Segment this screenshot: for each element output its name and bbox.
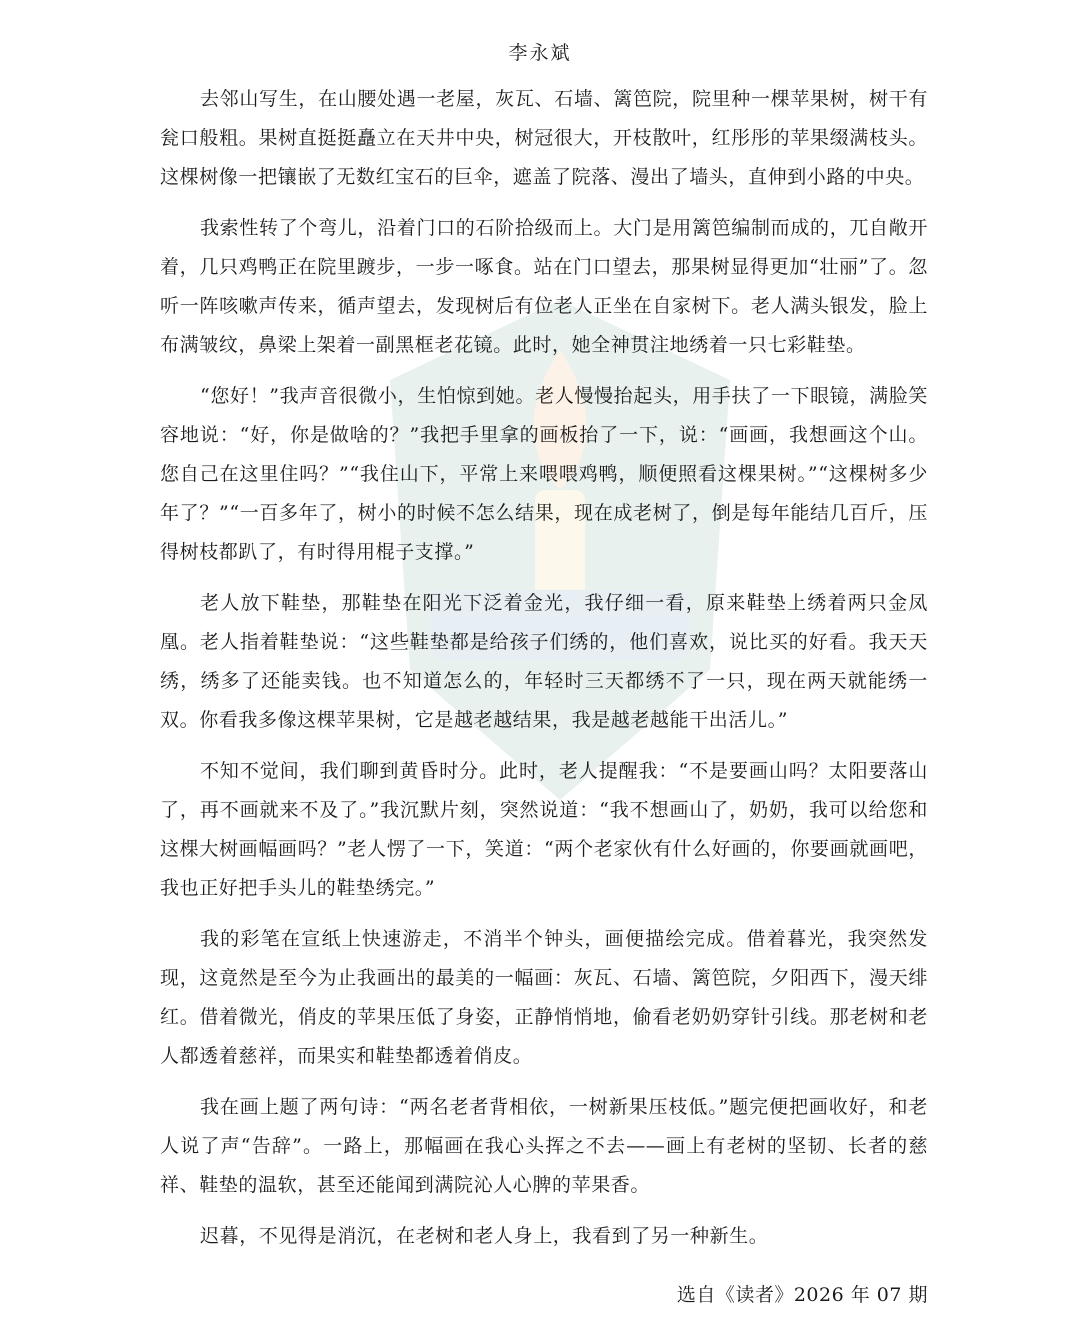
paragraph: 我在画上题了两句诗：“两名老者背相依，一树新果压枝低。”题完便把画收好，和老人说了声“告辞”。一路上，那幅画在我心头挥之不去——画上有老树的坚韧、长者的慈祥、鞋垫的温软，甚至还能闻到满院沁人心脾的苹果香。 bbox=[160, 1096, 928, 1196]
paragraph: 老人放下鞋垫，那鞋垫在阳光下泛着金光，我仔细一看，原来鞋垫上绣着两只金凤凰。老人指着鞋垫说：“这些鞋垫都是给孩子们绣的，他们喜欢，说比买的好看。我天天绣，绣多了还能卖钱。也不知道怎么的，年轻时三天都绣不了一只，现在两天就能绣一双。你看我多像这棵苹果树，它是越老越结果，我是越老越能干出活儿。” bbox=[160, 592, 928, 731]
article-body bbox=[160, 80, 928, 1268]
paragraph: 迟暮，不见得是消沉，在老树和老人身上，我看到了另一种新生。 bbox=[200, 1225, 769, 1247]
source-citation: 选自《读者》2026 年 07 期 bbox=[676, 1284, 928, 1306]
paragraph: “您好！”我声音很微小，生怕惊到她。老人慢慢抬起头，用手扶了一下眼镜，满脸笑容地说：“好，你是做啥的？”我把手里拿的画板抬了一下，说：“画画，我想画这个山。您自己在这里住吗？”“我住山下，平常上来喂喂鸡鸭，顺便照看这棵果树。”“这棵树多少年了？”“一百多年了，树小的时候不怎么结果，现在成老树了，倒是每年能结几百斤，压得树枝都趴了，有时得用棍子支撑。” bbox=[160, 385, 928, 563]
paragraph: 我的彩笔在宣纸上快速游走，不消半个钟头，画便描绘完成。借着暮光，我突然发现，这竟然是至今为止我画出的最美的一幅画：灰瓦、石墙、篱笆院，夕阳西下，漫天绯红。借着微光，俏皮的苹果压低了身姿，正静悄悄地，偷看老奶奶穿针引线。那老树和老人都透着慈祥，而果实和鞋垫都透着俏皮。 bbox=[160, 928, 928, 1067]
paragraph: 去邻山写生，在山腰处遇一老屋，灰瓦、石墙、篱笆院，院里种一棵苹果树，树干有瓮口般粗。果树直挺挺矗立在天井中央，树冠很大，开枝散叶，红彤彤的苹果缀满枝头。这棵树像一把镶嵌了无数红宝石的巨伞，遮盖了院落、漫出了墙头，直伸到小路的中央。 bbox=[160, 88, 928, 188]
author-name: 李永斌 bbox=[508, 42, 572, 64]
paragraph: 我索性转了个弯儿，沿着门口的石阶拾级而上。大门是用篱笆编制而成的，兀自敞开着，几只鸡鸭正在院里踱步，一步一啄食。站在门口望去，那果树显得更加“壮丽”了。忽听一阵咳嗽声传来，循声望去，发现树后有位老人正坐在自家树下。老人满头银发，脸上布满皱纹，鼻梁上架着一副黑框老花镜。此时，她全神贯注地绣着一只七彩鞋垫。 bbox=[160, 217, 928, 356]
paragraph: 不知不觉间，我们聊到黄昏时分。此时，老人提醒我：“不是要画山吗？太阳要落山了，再不画就来不及了。”我沉默片刻，突然说道：“我不想画山了，奶奶，我可以给您和这棵大树画幅画吗？”老人愣了一下，笑道：“两个老家伙有什么好画的，你要画就画吧，我也正好把手头儿的鞋垫绣完。” bbox=[160, 760, 928, 899]
